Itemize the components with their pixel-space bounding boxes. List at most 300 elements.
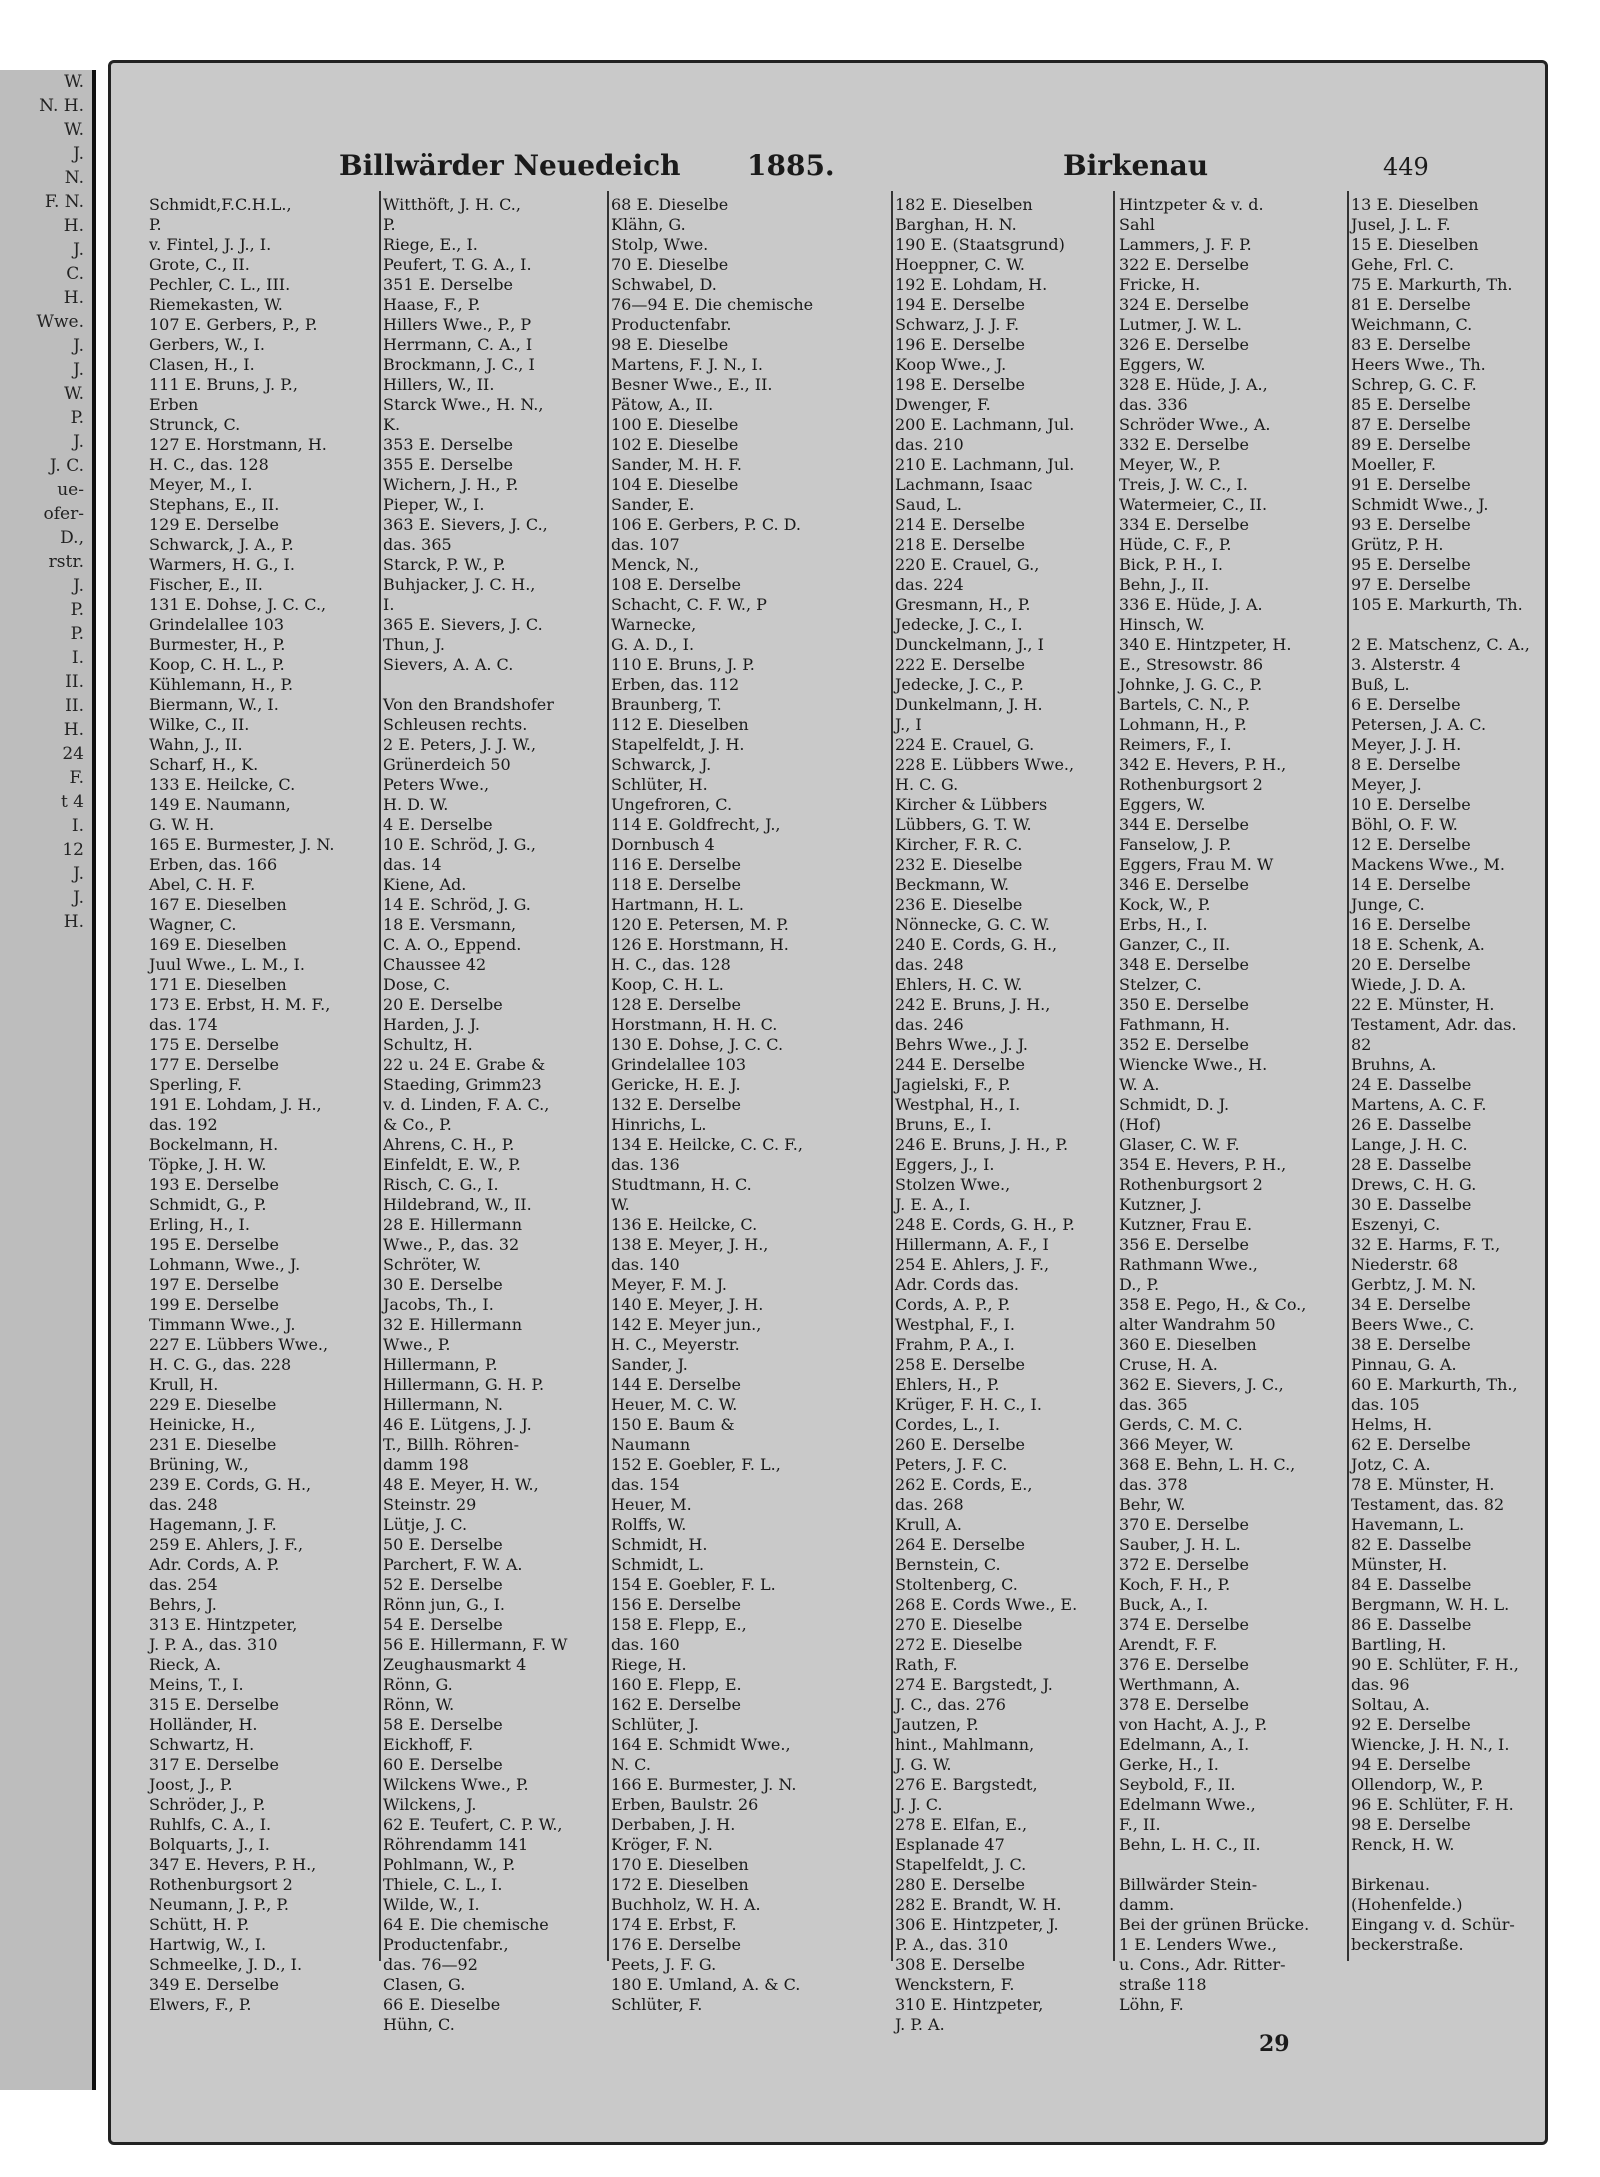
entry-line: 370 E. Derselbe: [1119, 1515, 1249, 1534]
entry-line: Meyer, W., P.: [1119, 455, 1221, 474]
entry-line: Ruhlfs, C. A., I.: [149, 1815, 272, 1834]
entry-line: 150 E. Baum &: [611, 1415, 735, 1434]
entry-line: Edelmann Wwe.,: [1119, 1795, 1256, 1814]
entry-line: 114 E. Goldfrecht, J.,: [611, 815, 781, 834]
entry-line: Gresmann, H., P.: [895, 595, 1031, 614]
left-page-fragment: J.: [73, 576, 84, 596]
entry-line: 144 E. Derselbe: [611, 1375, 741, 1394]
entry-line: Beckmann, W.: [895, 875, 1010, 894]
entry-line: 200 E. Lachmann, Jul.: [895, 415, 1075, 434]
entry-line: P. A., das. 310: [895, 1935, 1009, 1954]
entry-line: 54 E. Derselbe: [383, 1615, 503, 1634]
left-page-fragment: N. H.: [39, 96, 84, 116]
entry-line: Hillermann, N.: [383, 1395, 503, 1414]
entry-line: Bruhns, A.: [1351, 1055, 1437, 1074]
entry-line: 274 E. Bargstedt, J.: [895, 1675, 1053, 1694]
entry-line: Behn, L. H. C., II.: [1119, 1835, 1261, 1854]
header-left-street: Billwärder Neuedeich: [339, 149, 681, 182]
entry-line: C. A. O., Eppend.: [383, 935, 522, 954]
entry-line: Erben, Baulstr. 26: [611, 1795, 759, 1814]
entry-line: 10 E. Schröd, J. G.,: [383, 835, 536, 854]
entry-line: Peters, J. F. C.: [895, 1455, 1008, 1474]
entry-line: Kock, W., P.: [1119, 895, 1211, 914]
entry-line: Eggers, W.: [1119, 355, 1206, 374]
entry-line: 196 E. Derselbe: [895, 335, 1025, 354]
entry-line: 1 E. Lenders Wwe.,: [1119, 1935, 1277, 1954]
entry-line: Lohmann, Wwe., J.: [149, 1255, 301, 1274]
left-page-fragment: J.: [73, 888, 84, 908]
left-page-fragment: J. C.: [49, 456, 84, 476]
entry-line: 244 E. Derselbe: [895, 1055, 1025, 1074]
entry-line: Kiene, Ad.: [383, 875, 467, 894]
entry-line: Drews, C. H. G.: [1351, 1175, 1477, 1194]
entry-line: Schwarck, J. A., P.: [149, 535, 294, 554]
entry-line: 342 E. Hevers, P. H.,: [1119, 755, 1287, 774]
entry-line: Nönnecke, G. C. W.: [895, 915, 1050, 934]
entry-line: 111 E. Bruns, J. P.,: [149, 375, 298, 394]
entry-line: Eszenyi, C.: [1351, 1215, 1441, 1234]
entry-line: Clasen, H., I.: [149, 355, 255, 374]
entry-line: 60 E. Markurth, Th.,: [1351, 1375, 1518, 1394]
entry-line: 140 E. Meyer, J. H.: [611, 1295, 764, 1314]
entry-line: Holländer, H.: [149, 1715, 258, 1734]
entry-line: Joost, J., P.: [149, 1775, 233, 1794]
entry-line: Schlüter, J.: [611, 1715, 699, 1734]
entry-line: Koch, F. H., P.: [1119, 1575, 1231, 1594]
left-page-fragment: J.: [73, 336, 84, 356]
entry-line: Ehlers, H. C. W.: [895, 975, 1023, 994]
entry-line: das. 365: [1119, 1395, 1188, 1414]
entry-line: Kircher, F. R. C.: [895, 835, 1023, 854]
left-page-fragment: P.: [70, 624, 84, 644]
entry-line: Fanselow, J. P.: [1119, 835, 1232, 854]
entry-line: J. C., das. 276: [895, 1695, 1006, 1714]
text-column-3: [611, 195, 889, 2014]
entry-line: Koop, C. H. L.: [611, 975, 724, 994]
entry-line: Sauber, J. H. L.: [1119, 1535, 1241, 1554]
entry-line: 89 E. Derselbe: [1351, 435, 1471, 454]
entry-line: Rönn, G.: [383, 1675, 453, 1694]
entry-line: 20 E. Derselbe: [1351, 955, 1471, 974]
entry-line: das. 224: [895, 575, 964, 594]
entry-line: 173 E. Erbst, H. M. F.,: [149, 995, 331, 1014]
entry-line: Petersen, J. A. C.: [1351, 715, 1487, 734]
entry-line: Rieck, A.: [149, 1655, 222, 1674]
entry-line: 282 E. Brandt, W. H.: [895, 1895, 1062, 1914]
entry-line: Staeding, Grimm23: [383, 1075, 542, 1094]
entry-line: H. D. W.: [383, 795, 449, 814]
entry-line: 340 E. Hintzpeter, H.: [1119, 635, 1292, 654]
entry-line: Gerds, C. M. C.: [1119, 1415, 1243, 1434]
entry-line: 365 E. Sievers, J. C.: [383, 615, 543, 634]
entry-line: 120 E. Petersen, M. P.: [611, 915, 789, 934]
entry-line: 162 E. Derselbe: [611, 1695, 741, 1714]
entry-line: 332 E. Derselbe: [1119, 435, 1249, 454]
entry-line: 174 E. Erbst, F.: [611, 1915, 737, 1934]
entry-line: Heinicke, H.,: [149, 1415, 256, 1434]
entry-line: Sander, M. H. F.: [611, 455, 742, 474]
entry-line: Starck Wwe., H. N.,: [383, 395, 544, 414]
entry-line: Ollendorp, W., P.: [1351, 1775, 1484, 1794]
entry-line: Moeller, F.: [1351, 455, 1436, 474]
entry-line: Warmers, H. G., I.: [149, 555, 295, 574]
entry-line: 98 E. Dieselbe: [611, 335, 729, 354]
entry-line: Peets, J. F. G.: [611, 1955, 717, 1974]
left-page-fragment: J.: [73, 240, 84, 260]
column-rule: [1347, 191, 1349, 1961]
entry-line: 30 E. Dasselbe: [1351, 1195, 1472, 1214]
entry-line: 260 E. Derselbe: [895, 1435, 1025, 1454]
column-rule: [607, 191, 609, 1961]
entry-line: 199 E. Derselbe: [149, 1295, 279, 1314]
entry-line: Menck, N.,: [611, 555, 700, 574]
entry-line: Stapelfeldt, J. H.: [611, 735, 745, 754]
entry-line: D., P.: [1119, 1275, 1160, 1294]
entry-line: Meyer, J. J. H.: [1351, 735, 1462, 754]
entry-line: Birkenau.: [1351, 1875, 1430, 1894]
entry-line: 348 E. Derselbe: [1119, 955, 1249, 974]
entry-line: 236 E. Dieselbe: [895, 895, 1023, 914]
entry-line: Behrs, J.: [149, 1595, 217, 1614]
entry-line: Grote, C., II.: [149, 255, 250, 274]
entry-line: Junge, C.: [1351, 895, 1425, 914]
entry-line: 262 E. Cords, E.,: [895, 1475, 1033, 1494]
entry-line: 349 E. Derselbe: [149, 1975, 279, 1994]
entry-line: Frahm, P. A., I.: [895, 1335, 1015, 1354]
left-page-fragment: W.: [64, 72, 84, 92]
entry-line: P.: [149, 215, 162, 234]
entry-line: Naumann: [611, 1435, 691, 1454]
entry-line: Productenfabr.: [611, 315, 732, 334]
entry-line: das. 254: [149, 1575, 218, 1594]
entry-line: Rothenburgsort 2: [1119, 775, 1263, 794]
entry-line: Behr, W.: [1119, 1495, 1186, 1514]
entry-line: Niederstr. 68: [1351, 1255, 1459, 1274]
entry-line: damm.: [1119, 1895, 1175, 1914]
entry-line: Gerke, H., I.: [1119, 1755, 1219, 1774]
entry-line: Bolquarts, J., I.: [149, 1835, 270, 1854]
entry-line: 180 E. Umland, A. & C.: [611, 1975, 801, 1994]
entry-line: Thiele, C. L., I.: [383, 1875, 503, 1894]
entry-line: 231 E. Dieselbe: [149, 1435, 277, 1454]
entry-line: Eggers, Frau M. W: [1119, 855, 1274, 874]
entry-line: Wilckens Wwe., P.: [383, 1775, 529, 1794]
entry-line: Schmidt, H.: [611, 1535, 708, 1554]
entry-line: Bockelmann, H.: [149, 1135, 279, 1154]
entry-line: Stapelfeldt, J. C.: [895, 1855, 1027, 1874]
entry-line: Jusel, J. L. F.: [1351, 215, 1451, 234]
entry-line: 175 E. Derselbe: [149, 1035, 279, 1054]
entry-line: Schmidt, L.: [611, 1555, 705, 1574]
entry-line: Lütje, J. C.: [383, 1515, 468, 1534]
entry-line: 94 E. Derselbe: [1351, 1755, 1471, 1774]
entry-line: 210 E. Lachmann, Jul.: [895, 455, 1075, 474]
entry-line: 326 E. Derselbe: [1119, 335, 1249, 354]
entry-line: Ahrens, C. H., P.: [383, 1135, 515, 1154]
directory-page: [108, 60, 1548, 2145]
entry-line: Adr. Cords, A. P.: [149, 1555, 280, 1574]
entry-line: 192 E. Lohdam, H.: [895, 275, 1048, 294]
entry-line: Hartwig, W., I.: [149, 1935, 267, 1954]
entry-line: Bartling, H.: [1351, 1635, 1447, 1654]
left-page-fragment: rstr.: [48, 552, 84, 572]
left-page-fragment: I.: [71, 648, 84, 668]
entry-line: Schwartz, H.: [149, 1735, 255, 1754]
entry-line: Brüning, W.,: [149, 1455, 249, 1474]
entry-line: Cruse, H. A.: [1119, 1355, 1218, 1374]
entry-line: 6 E. Derselbe: [1351, 695, 1461, 714]
entry-line: Löhn, F.: [1119, 1995, 1184, 2014]
entry-line: Stolp, Wwe.: [611, 235, 709, 254]
entry-line: Hillermann, G. H. P.: [383, 1375, 545, 1394]
entry-line: 32 E. Hillermann: [383, 1315, 523, 1334]
entry-line: Erben, das. 166: [149, 855, 278, 874]
left-page-fragment: 24: [62, 744, 84, 764]
entry-line: das. 336: [1119, 395, 1188, 414]
entry-line: Meyer, F. M. J.: [611, 1275, 728, 1294]
entry-line: Erben, das. 112: [611, 675, 740, 694]
entry-line: 158 E. Flepp, E.,: [611, 1615, 747, 1634]
entry-line: Bruns, E., I.: [895, 1115, 992, 1134]
entry-line: 258 E. Derselbe: [895, 1355, 1025, 1374]
entry-line: 315 E. Derselbe: [149, 1695, 279, 1714]
entry-line: Chaussee 42: [383, 955, 487, 974]
entry-line: Herrmann, C. A., I: [383, 335, 533, 354]
entry-line: 22 u. 24 E. Grabe &: [383, 1055, 546, 1074]
entry-line: Martens, F. J. N., I.: [611, 355, 763, 374]
entry-line: Havemann, L.: [1351, 1515, 1465, 1534]
entry-line: G. W. H.: [149, 815, 215, 834]
entry-line: 107 E. Gerbers, P., P.: [149, 315, 318, 334]
entry-line: Ungefroren, C.: [611, 795, 733, 814]
left-page-fragment: II.: [65, 696, 84, 716]
entry-line: Ganzer, C., II.: [1119, 935, 1231, 954]
entry-line: Bernstein, C.: [895, 1555, 1001, 1574]
entry-line: Stephans, E., II.: [149, 495, 280, 514]
entry-line: W.: [611, 1195, 630, 1214]
entry-line: Koop, C. H. L., P.: [149, 655, 285, 674]
left-page-fragment: P.: [70, 600, 84, 620]
entry-line: Rothenburgsort 2: [149, 1875, 293, 1894]
entry-line: Grindelallee 103: [149, 615, 285, 634]
entry-line: Schröter, W.: [383, 1255, 482, 1274]
entry-line: Westphal, F., I.: [895, 1315, 1015, 1334]
entry-line: Sahl: [1119, 215, 1155, 234]
entry-line: Schwabel, D.: [611, 275, 717, 294]
entry-line: Pätow, A., II.: [611, 395, 714, 414]
entry-line: 156 E. Derselbe: [611, 1595, 741, 1614]
entry-line: 20 E. Derselbe: [383, 995, 503, 1014]
left-page-fragment: N.: [64, 168, 84, 188]
entry-line: u. Cons., Adr. Ritter-: [1119, 1955, 1286, 1974]
entry-line: Meyer, J.: [1351, 775, 1422, 794]
entry-line: Münster, H.: [1351, 1555, 1448, 1574]
entry-line: Sander, E.: [611, 495, 695, 514]
entry-line: 378 E. Derselbe: [1119, 1695, 1249, 1714]
entry-line: Pohlmann, W., P.: [383, 1855, 516, 1874]
entry-line: Bergmann, W. H. L.: [1351, 1595, 1510, 1614]
text-column-5: [1119, 195, 1345, 2014]
entry-line: Riege, E., I.: [383, 235, 478, 254]
entry-line: (Hof): [1119, 1115, 1161, 1134]
entry-line: Testament, das. 82: [1351, 1495, 1505, 1514]
entry-line: das. 140: [611, 1255, 680, 1274]
left-page-strip: [0, 70, 96, 2090]
entry-line: [1119, 1855, 1345, 1875]
entry-line: 171 E. Dieselben: [149, 975, 287, 994]
entry-line: 133 E. Heilcke, C.: [149, 775, 296, 794]
entry-line: 222 E. Derselbe: [895, 655, 1025, 674]
entry-line: Rönn jun, G., I.: [383, 1595, 505, 1614]
entry-line: das. 268: [895, 1495, 964, 1514]
entry-line: Hintzpeter & v. d.: [1119, 195, 1264, 214]
entry-line: 214 E. Derselbe: [895, 515, 1025, 534]
entry-line: F., II.: [1119, 1815, 1161, 1834]
entry-line: Kutzner, J.: [1119, 1195, 1202, 1214]
left-page-fragment: H.: [63, 720, 84, 740]
entry-line: Erling, H., I.: [149, 1215, 250, 1234]
entry-line: Bei der grünen Brücke.: [1119, 1915, 1310, 1934]
entry-line: 18 E. Versmann,: [383, 915, 517, 934]
entry-line: Kühlemann, H., P.: [149, 675, 294, 694]
left-page-fragment: t 4: [60, 792, 84, 812]
entry-line: Eggers, J., I.: [895, 1155, 995, 1174]
entry-line: 81 E. Derselbe: [1351, 295, 1471, 314]
entry-line: Dose, C.: [383, 975, 451, 994]
entry-line: 131 E. Dohse, J. C. C.,: [149, 595, 327, 614]
entry-line: Schultz, H.: [383, 1035, 473, 1054]
entry-line: Stolzen Wwe.,: [895, 1175, 1011, 1194]
entry-line: Sander, J.: [611, 1355, 688, 1374]
entry-line: Elwers, F., P.: [149, 1995, 252, 2014]
entry-line: 228 E. Lübbers Wwe.,: [895, 755, 1075, 774]
entry-line: Wiede, J. D. A.: [1351, 975, 1467, 994]
entry-line: 75 E. Markurth, Th.: [1351, 275, 1513, 294]
left-page-fragment: ofer-: [43, 504, 84, 524]
left-page-fragment: P.: [70, 408, 84, 428]
entry-line: 191 E. Lohdam, J. H.,: [149, 1095, 322, 1114]
entry-line: Brockmann, J. C., I: [383, 355, 535, 374]
entry-line: 354 E. Hevers, P. H.,: [1119, 1155, 1287, 1174]
entry-line: 2 E. Matschenz, C. A.,: [1351, 635, 1530, 654]
left-page-fragment: J.: [73, 360, 84, 380]
entry-line: 142 E. Meyer jun.,: [611, 1315, 762, 1334]
page-number: 449: [1383, 153, 1429, 181]
entry-line: Fathmann, H.: [1119, 1015, 1230, 1034]
entry-line: 248 E. Cords, G. H., P.: [895, 1215, 1075, 1234]
entry-line: Gericke, H. E. J.: [611, 1075, 741, 1094]
entry-line: 227 E. Lübbers Wwe.,: [149, 1335, 329, 1354]
entry-line: Schwarck, J.: [611, 755, 712, 774]
entry-line: W. A.: [1119, 1075, 1160, 1094]
entry-line: 165 E. Burmester, J. N.: [149, 835, 335, 854]
entry-line: Krüger, F. H. C., I.: [895, 1395, 1042, 1414]
entry-line: 334 E. Derselbe: [1119, 515, 1249, 534]
entry-line: damm 198: [383, 1455, 469, 1474]
entry-line: Witthöft, J. H. C.,: [383, 195, 521, 214]
entry-line: 95 E. Derselbe: [1351, 555, 1471, 574]
entry-line: Braunberg, T.: [611, 695, 722, 714]
entry-line: (Hohenfelde.): [1351, 1895, 1463, 1914]
entry-line: Wiencke, J. H. N., I.: [1351, 1735, 1510, 1754]
entry-line: 85 E. Derselbe: [1351, 395, 1471, 414]
entry-line: 62 E. Teufert, C. P. W.,: [383, 1815, 563, 1834]
entry-line: Schmidt Wwe., J.: [1351, 495, 1489, 514]
entry-line: Meyer, M., I.: [149, 475, 253, 494]
entry-line: 278 E. Elfan, E.,: [895, 1815, 1028, 1834]
entry-line: Saud, L.: [895, 495, 962, 514]
entry-line: 97 E. Derselbe: [1351, 575, 1471, 594]
entry-line: 91 E. Derselbe: [1351, 475, 1471, 494]
entry-line: 10 E. Derselbe: [1351, 795, 1471, 814]
entry-line: 280 E. Derselbe: [895, 1875, 1025, 1894]
entry-line: 102 E. Dieselbe: [611, 435, 739, 454]
entry-line: Heuer, M.: [611, 1495, 692, 1514]
entry-line: Seybold, F., II.: [1119, 1775, 1236, 1794]
entry-line: das. 210: [895, 435, 964, 454]
entry-line: 82: [1351, 1035, 1372, 1054]
entry-line: 28 E. Hillermann: [383, 1215, 523, 1234]
entry-line: Derbaben, J. H.: [611, 1815, 736, 1834]
entry-line: 352 E. Derselbe: [1119, 1035, 1249, 1054]
entry-line: Rath, F.: [895, 1655, 958, 1674]
entry-line: Burmester, H., P.: [149, 635, 286, 654]
entry-line: Rönn, W.: [383, 1695, 455, 1714]
entry-line: 78 E. Münster, H.: [1351, 1475, 1495, 1494]
entry-line: Heers Wwe., Th.: [1351, 355, 1486, 374]
left-page-fragment: H.: [63, 216, 84, 236]
entry-line: 104 E. Dieselbe: [611, 475, 739, 494]
entry-line: Risch, C. G., I.: [383, 1175, 499, 1194]
entry-line: Clasen, G.: [383, 1975, 466, 1994]
entry-line: Biermann, W., I.: [149, 695, 279, 714]
entry-line: Reimers, F., I.: [1119, 735, 1232, 754]
left-page-fragment: II.: [65, 672, 84, 692]
entry-line: Eickhoff, F.: [383, 1735, 474, 1754]
entry-line: 14 E. Schröd, J. G.: [383, 895, 531, 914]
header-right-street: Birkenau: [1063, 149, 1209, 182]
entry-line: Wahn, J., II.: [149, 735, 243, 754]
entry-line: 64 E. Die chemische: [383, 1915, 549, 1934]
entry-line: [1351, 1855, 1547, 1875]
entry-line: Bick, P. H., I.: [1119, 555, 1224, 574]
entry-line: das. 14: [383, 855, 442, 874]
header-year: 1885.: [747, 149, 835, 182]
entry-line: Schröder, J., P.: [149, 1795, 266, 1814]
entry-line: Behrs Wwe., J. J.: [895, 1035, 1028, 1054]
entry-line: Schmidt, G., P.: [149, 1195, 267, 1214]
entry-line: 268 E. Cords Wwe., E.: [895, 1595, 1078, 1614]
entry-line: 26 E. Dasselbe: [1351, 1115, 1472, 1134]
entry-line: Buchholz, W. H. A.: [611, 1895, 761, 1914]
entry-line: 308 E. Derselbe: [895, 1955, 1025, 1974]
entry-line: 328 E. Hüde, J. A.,: [1119, 375, 1268, 394]
entry-line: Barghan, H. N.: [895, 215, 1017, 234]
entry-line: 220 E. Crauel, G.,: [895, 555, 1040, 574]
entry-line: 374 E. Derselbe: [1119, 1615, 1249, 1634]
entry-line: 372 E. Derselbe: [1119, 1555, 1249, 1574]
entry-line: 172 E. Dieselben: [611, 1875, 749, 1894]
entry-line: Hinrichs, L.: [611, 1115, 707, 1134]
entry-line: 336 E. Hüde, J. A.: [1119, 595, 1263, 614]
text-column-6: [1351, 195, 1547, 1995]
entry-line: J. J. C.: [895, 1795, 943, 1814]
entry-line: J. E. A., I.: [895, 1195, 971, 1214]
entry-line: Cordes, L., I.: [895, 1415, 1000, 1434]
entry-line: 90 E. Schlüter, F. H.,: [1351, 1655, 1519, 1674]
entry-line: 86 E. Dasselbe: [1351, 1615, 1472, 1634]
entry-line: Fischer, E., II.: [149, 575, 263, 594]
